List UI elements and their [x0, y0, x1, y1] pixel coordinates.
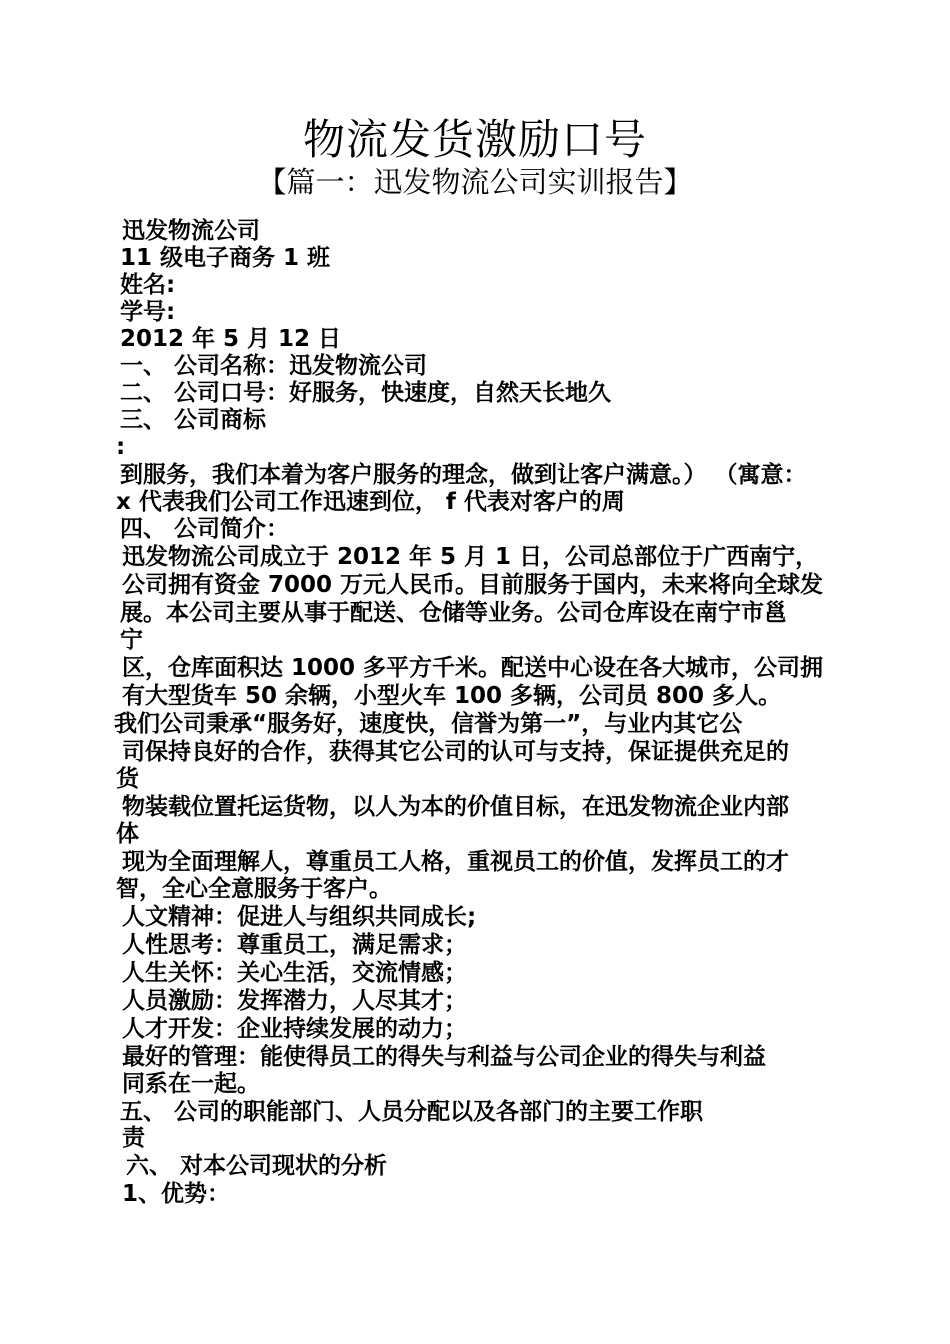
body-line: 四、 公司简介： — [120, 516, 290, 542]
body-line: 物装载位置托运货物，以人为本的价值目标，在迅发物流企业内部 — [122, 794, 789, 820]
body-line: 人才开发：企业持续发展的动力； — [122, 1016, 467, 1042]
body-line: 体 — [116, 821, 139, 847]
body-line: 姓名: — [120, 272, 176, 298]
body-line: 学号: — [120, 299, 176, 325]
body-line: : — [116, 434, 126, 460]
body-line: 一、 公司名称：迅发物流公司 — [120, 353, 428, 379]
body-line: 六、 对本公司现状的分析 — [126, 1153, 388, 1179]
body-line: x 代表我们公司工作迅速到位， f 代表对客户的周 — [116, 489, 625, 515]
body-line: 人性思考：尊重员工，满足需求； — [122, 932, 467, 958]
body-line: 五、 公司的职能部门、人员分配以及各部门的主要工作职 — [120, 1099, 704, 1125]
body-line: 迅发物流公司成立于 2012 年 5 月 1 日，公司总部位于广西南宁， — [122, 544, 819, 570]
document-subtitle: 【篇一：迅发物流公司实训报告】 — [257, 165, 693, 199]
body-line: 有大型货车 50 余辆，小型火车 100 多辆，公司员 800 多人。 — [122, 683, 782, 709]
body-line: 11 级电子商务 1 班 — [120, 245, 331, 271]
body-line: 1、优势： — [122, 1181, 231, 1207]
body-line: 区，仓库面积达 1000 多平方千米。配送中心设在各大城市，公司拥 — [122, 655, 824, 681]
body-line: 迅发物流公司 — [122, 218, 260, 244]
body-line: 二、 公司口号：好服务，快速度，自然天长地久 — [120, 380, 612, 406]
body-line: 三、 公司商标 — [120, 407, 267, 433]
body-line: 智，全心全意服务于客户。 — [116, 876, 392, 902]
body-line: 货 — [116, 766, 139, 792]
body-line: 人生关怀：关心生活，交流情感； — [122, 960, 467, 986]
body-line: 现为全面理解人，尊重员工人格，重视员工的价值，发挥员工的才 — [122, 849, 789, 875]
body-line: 司保持良好的合作，获得其它公司的认可与支持，保证提供充足的 — [122, 739, 789, 765]
body-line: 人员激励：发挥潜力，人尽其才； — [122, 988, 467, 1014]
body-line: 最好的管理：能使得员工的得失与利益与公司企业的得失与利益 — [122, 1044, 766, 1070]
document-title: 物流发货激励口号 — [302, 115, 647, 164]
body-line: 2012 年 5 月 12 日 — [120, 326, 342, 352]
body-line: 我们公司秉承“服务好，速度快，信誉为第一”，与业内其它公 — [114, 711, 743, 737]
body-line: 宁 — [120, 627, 143, 653]
body-line: 展。本公司主要从事于配送、仓储等业务。公司仓库设在南宁市邕 — [120, 600, 787, 626]
body-line: 到服务，我们本着为客户服务的理念，做到让客户满意。） （寓意： — [120, 462, 807, 488]
body-line: 责 — [122, 1125, 145, 1151]
body-line: 公司拥有资金 7000 万元人民币。目前服务于国内，未来将向全球发 — [122, 572, 824, 598]
body-line: 人文精神：促进人与组织共同成长; — [122, 904, 477, 930]
body-line: 同系在一起。 — [122, 1071, 260, 1097]
